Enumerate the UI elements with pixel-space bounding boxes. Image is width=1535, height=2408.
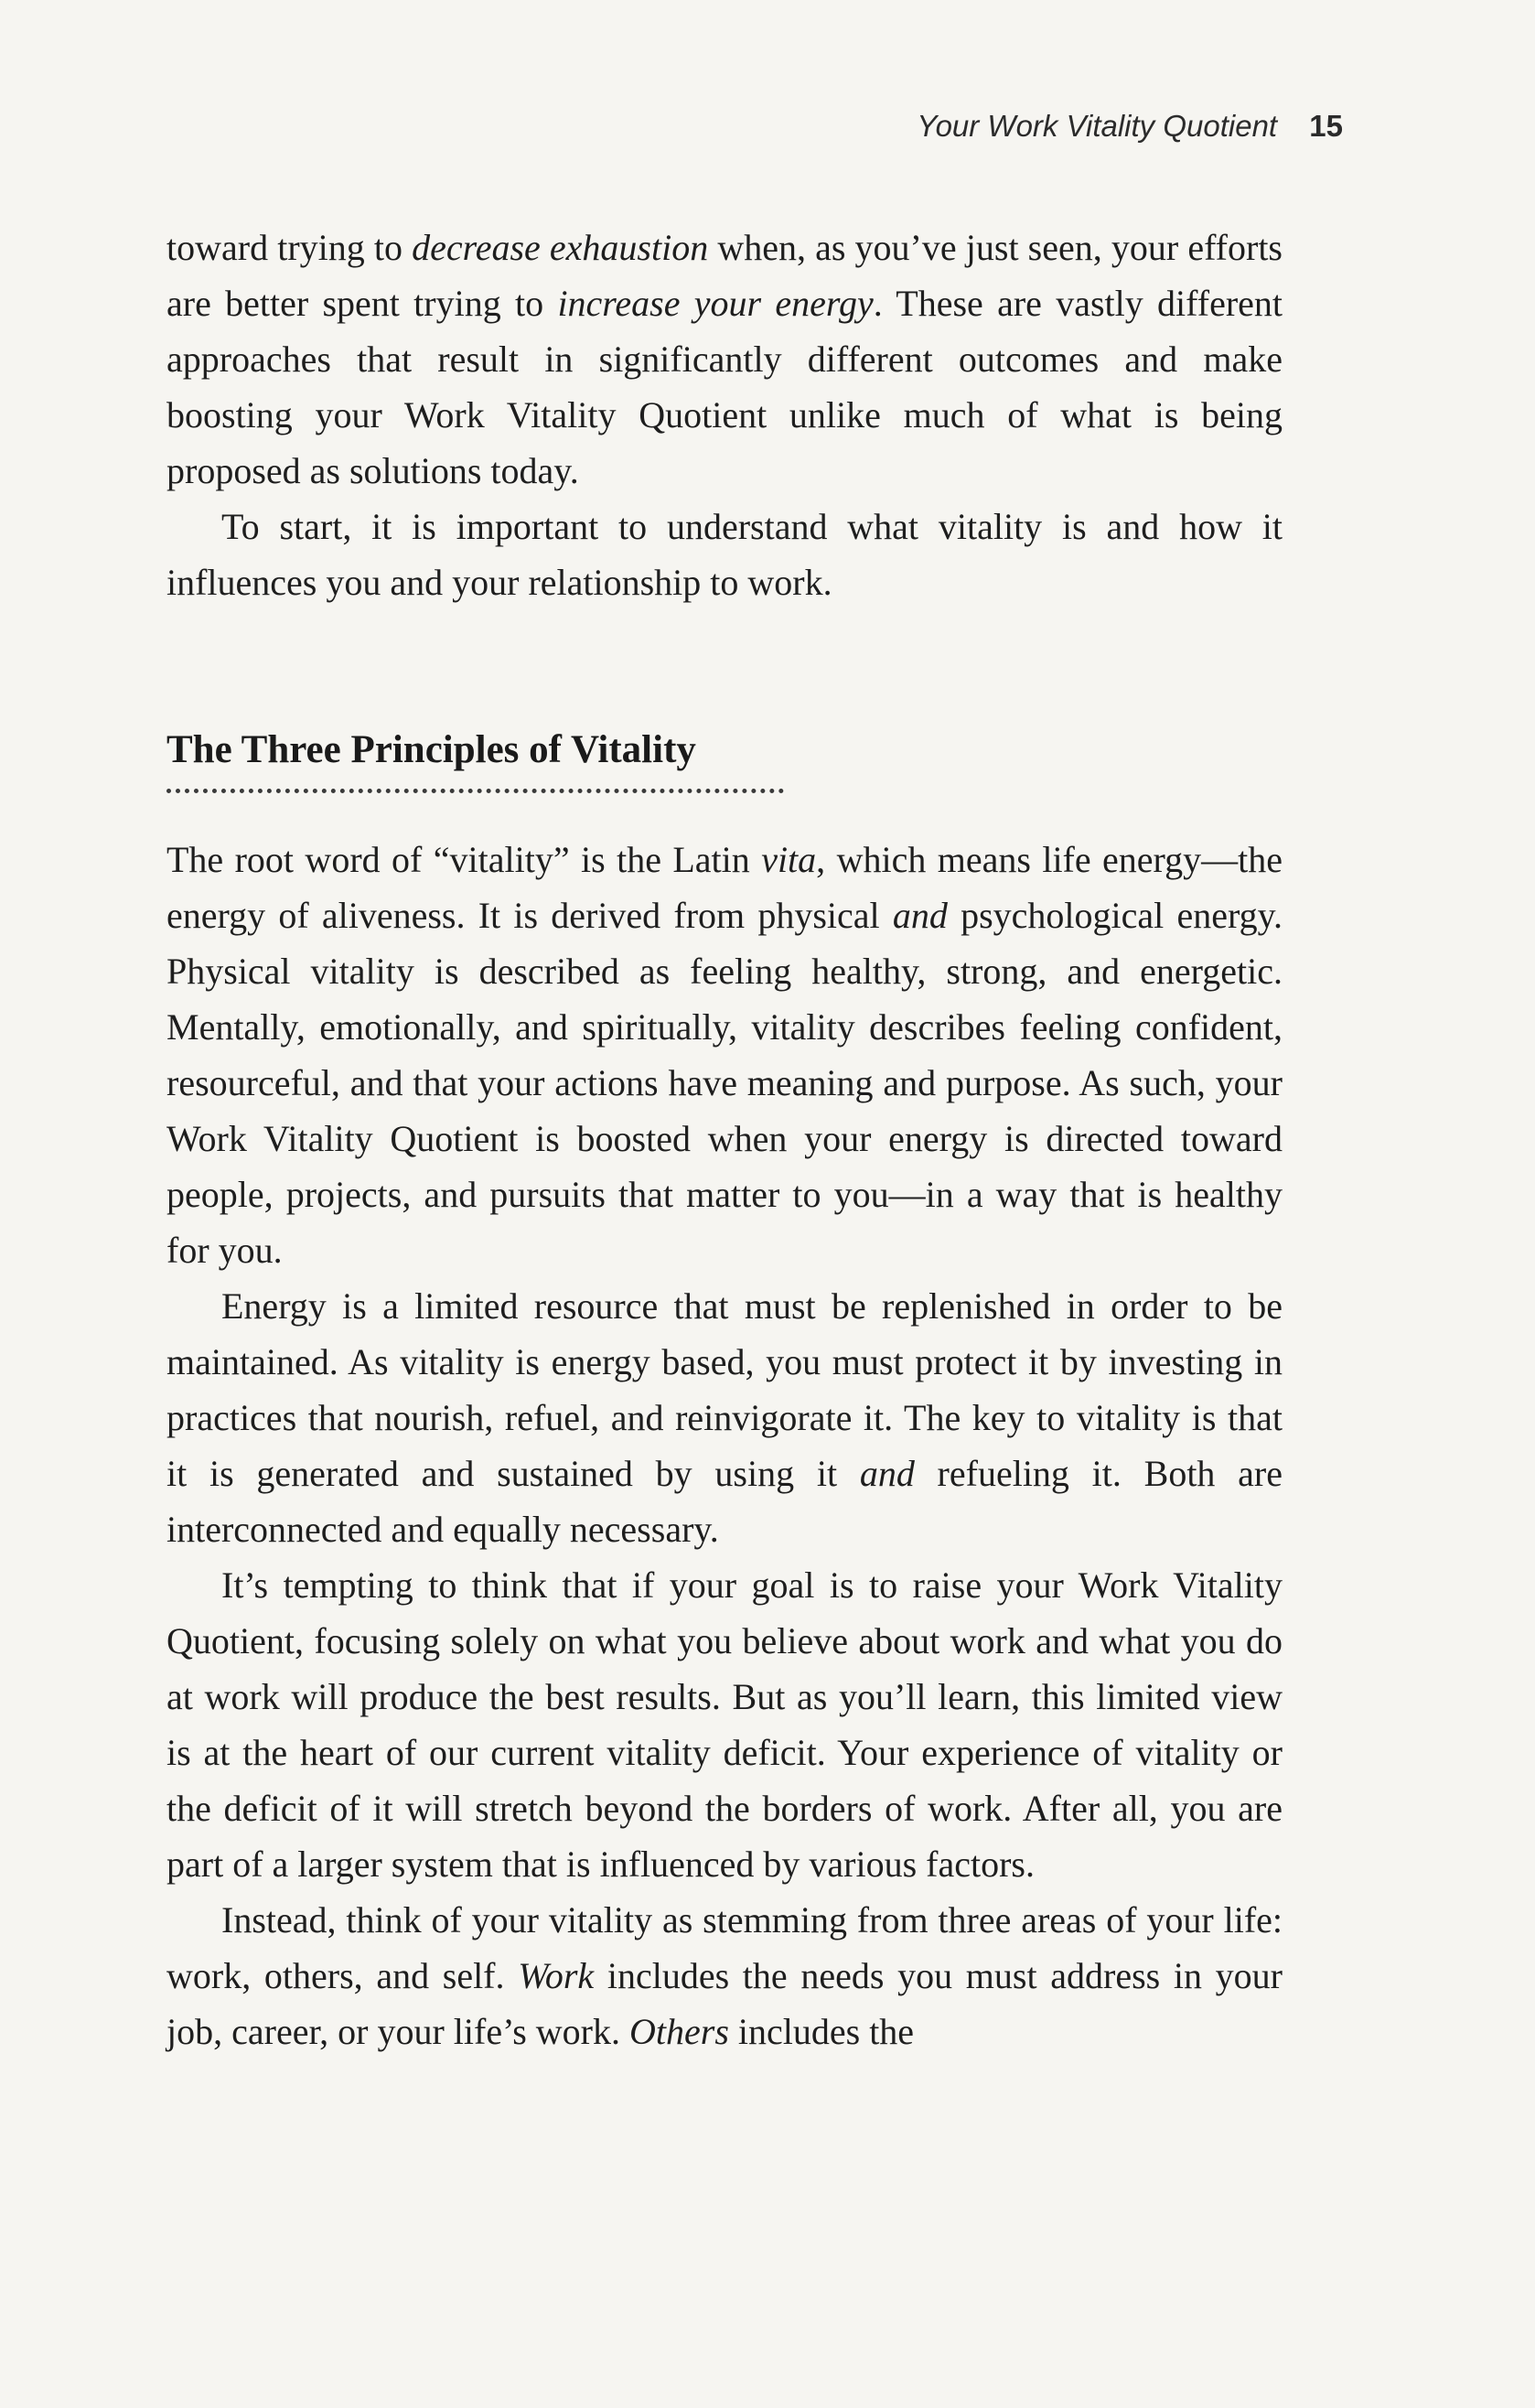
text-run: . These are vastly different approaches that result in significantly different outcomes and make boosting your Work Vitality Quotient unlike much of what is being proposed as solutions today. <box>166 283 1283 491</box>
intro-paragraphs <box>166 220 1283 610</box>
running-head-title: Your Work Vitality Quotient <box>917 109 1278 143</box>
section-heading-dotted-rule <box>166 789 784 793</box>
text-run: includes the <box>728 2011 915 2052</box>
body-paragraph <box>166 1892 1283 2059</box>
text-run: To start, it is important to understand what vitality is and how it influences you and your relationship to work. <box>166 506 1283 603</box>
text-run: when, as you’ve just seen, your efforts are better spent trying to <box>166 227 1283 324</box>
body-paragraph <box>166 1278 1283 1557</box>
italic-text-run: increase your energy <box>557 283 874 324</box>
body-text <box>166 220 1283 2059</box>
text-run: Energy is a limited resource that must be replenished in order to be maintained. As vitality is energy based, you must protect it by investing in practices that nourish, refuel, and reinvigorate it. The key to vitality is that it is generated and sustained by using it <box>166 1285 1283 1494</box>
body-paragraph <box>166 832 1283 1278</box>
body-paragraph <box>166 1557 1283 1892</box>
page-number: 15 <box>1309 109 1343 143</box>
text-run: Instead, think of your vitality as stemming from three areas of your life: work, others, and self. <box>166 1899 1283 1996</box>
section-heading: The Three Principles of Vitality <box>166 728 696 771</box>
text-run: It’s tempting to think that if your goal is to raise your Work Vitality Quotient, focusing solely on what you believe about work and what you do at work will produce the best results. But as you’ll learn, this limited view is at the heart of our current vitality deficit. Your experience of vitality or the deficit of it will stretch beyond the borders of work. After all, you are part of a larger system that is influenced by various factors. <box>166 1564 1283 1885</box>
section-paragraphs <box>166 832 1283 2059</box>
italic-text-run: vita <box>761 839 817 880</box>
text-run: includes the needs you must address in your job, career, or your life’s work. <box>166 1955 1283 2052</box>
italic-text-run: Others <box>629 2011 729 2052</box>
text-run: The root word of “vitality” is the Latin <box>166 839 762 880</box>
italic-text-run: Work <box>518 1955 595 1996</box>
body-paragraph <box>166 499 1283 610</box>
text-run: toward trying to <box>166 227 413 268</box>
text-run: psychological energy. Physical vitality is described as feeling healthy, strong, and energetic. Mentally, emotionally, and spiritually, vitality describes feeling confident, resourceful, and that your actions have meaning and purpose. As such, your Work Vitality Quotient is boosted when your energy is directed toward people, projects, and pursuits that matter to you—in a way that is healthy for you. <box>166 895 1283 1271</box>
italic-text-run: decrease exhaustion <box>412 227 709 268</box>
italic-text-run: and <box>859 1453 915 1494</box>
text-run: , which means life energy—the energy of aliveness. It is derived from physical <box>166 839 1283 936</box>
text-run: refueling it. Both are interconnected and equally necessary. <box>166 1453 1283 1550</box>
running-header <box>917 108 1343 145</box>
body-paragraph <box>166 220 1283 499</box>
italic-text-run: and <box>892 895 948 936</box>
